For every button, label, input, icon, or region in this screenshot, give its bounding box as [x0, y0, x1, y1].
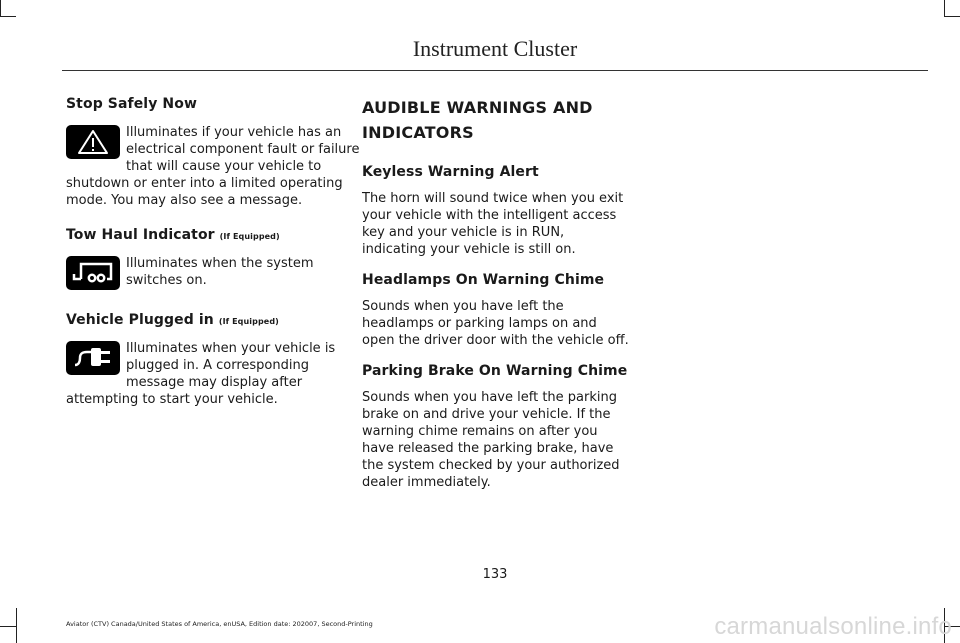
crop-mark: [0, 0, 1, 16]
right-column: [362, 96, 632, 505]
crop-mark: [16, 608, 17, 643]
tow-haul-indicator: [66, 255, 366, 294]
header-rule: [62, 70, 928, 71]
headlamps-heading: Headlamps On Warning Chime: [362, 272, 605, 288]
crop-mark: [944, 0, 945, 16]
stop-safely-indicator: [66, 124, 366, 209]
trailer-icon: [66, 256, 120, 290]
warning-triangle-icon: [66, 125, 120, 159]
stop-safely-text: Illuminates if your vehicle has an electrical component fault or failure that will cause your vehicle to shutdown or enter into a limited operating mode. You may also see a message.: [66, 125, 360, 208]
footer-text: Aviator (CTV) Canada/United States of America, enUSA, Edition date: 202007, Second-Printing: [66, 620, 373, 628]
watermark: carmanualsonline.info: [714, 613, 952, 640]
stop-safely-heading: Stop Safely Now: [66, 96, 197, 112]
plugged-in-text: Illuminates when your vehicle is plugged in. A corresponding message may display after attempting to start your vehicle.: [66, 341, 336, 407]
crop-mark: [944, 16, 960, 17]
keyless-heading: Keyless Warning Alert: [362, 164, 539, 180]
plugged-in-heading: Vehicle Plugged in (If Equipped): [66, 312, 279, 328]
left-column: [66, 96, 366, 426]
plug-icon: [66, 341, 120, 375]
crop-mark: [0, 16, 16, 17]
parking-brake-section: [362, 363, 632, 491]
plugged-in-indicator: [66, 340, 366, 408]
keyless-section: [362, 164, 632, 258]
tow-haul-text: Illuminates when the system switches on.: [126, 256, 314, 288]
parking-brake-heading: Parking Brake On Warning Chime: [362, 363, 628, 379]
page-number: 133: [482, 567, 508, 582]
headlamps-section: [362, 272, 632, 349]
headlamps-text: Sounds when you have left the headlamps or parking lamps on and open the driver door with the vehicle off.: [362, 299, 629, 348]
page-title: Instrument Cluster: [412, 36, 578, 61]
section-title: AUDIBLE WARNINGS AND INDICATORS: [362, 98, 593, 142]
parking-brake-text: Sounds when you have left the parking brake on and drive your vehicle. If the warning chime remains on after you have released the parking brake, have the system checked by your authorized dealer immediately.: [362, 390, 620, 490]
keyless-text: The horn will sound twice when you exit your vehicle with the intelligent access key and your vehicle is in RUN, indicating your vehicle is still on.: [362, 191, 624, 257]
tow-haul-heading: Tow Haul Indicator (If Equipped): [66, 227, 280, 243]
crop-mark: [0, 626, 16, 627]
